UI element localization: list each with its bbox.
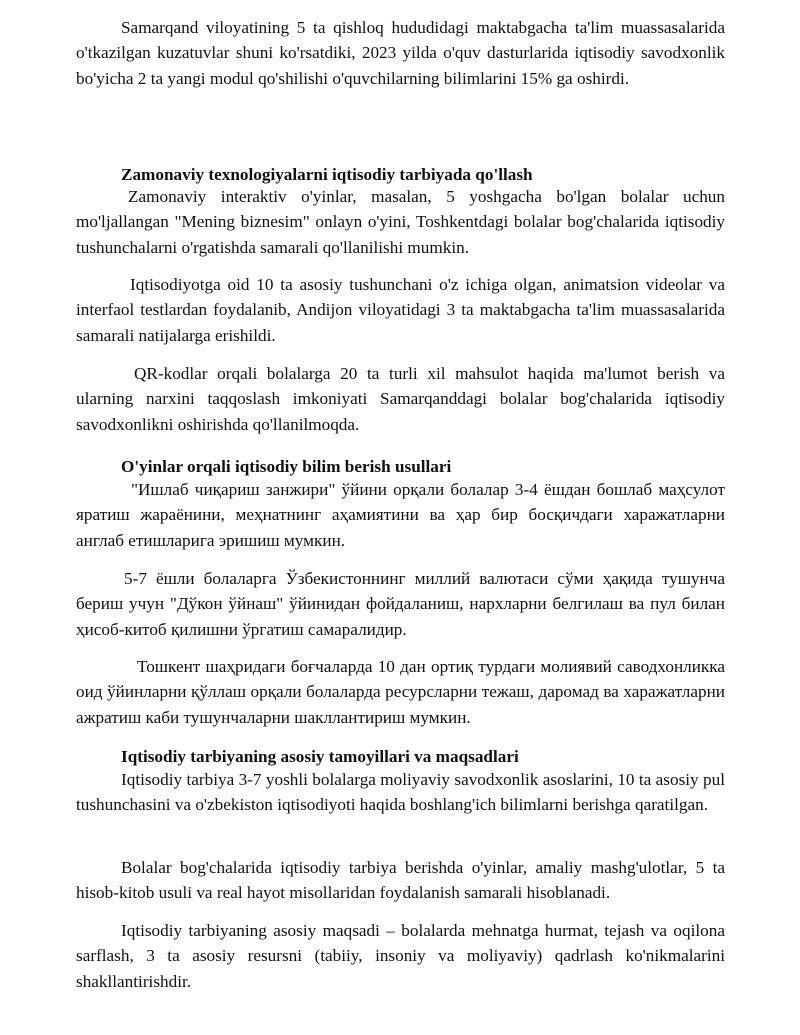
paragraph-production-chain: "Ишлаб чиқариш занжири" ўйини орқали болалар 3-4 ёшдан бошлаб маҳсулот яратиш жараёнини, меҳнатнинг аҳамиятини ва ҳар бир босқичдаги харажатларни англаб етишларига эришиш мумкин. [76, 480, 725, 550]
paragraph-shop-game: 5-7 ёшли болаларга Ўзбекистоннинг миллий валютаси сўми ҳақида тушунча бериш учун "Дўкон ўйнаш" ўйинидан фойдаланиш, нархларни белгилаш ва пул билан ҳисоб-китоб қилишни ўргатиш самаралидир. [76, 569, 725, 639]
section-heading-principles: Iqtisodiy tarbiyaning asosiy tamoyillari va maqsadlari [121, 747, 519, 766]
paragraph-animation-videos: Iqtisodiyotga oid 10 ta asosiy tushunchani o'z ichiga olgan, animatsion videolar va interfaol testlardan foydalanib, Andijon viloyatidagi 3 ta maktabgacha ta'lim muassasalarida samarali natijalarga erishildi. [76, 275, 725, 345]
section-heading-games: O'yinlar orqali iqtisodiy bilim berish usullari [121, 457, 452, 476]
paragraph-samarqand-modules: Samarqand viloyatining 5 ta qishloq hududidagi maktabgacha ta'lim muassasalarida o'tkazilgan kuzatuvlar shuni ko'rsatdiki, 2023 yilda o'quv dasturlarida iqtisodiy savodxonlik bo'yicha 2 ta yangi modul qo'shilishi o'quvchilarning bilimlarini 15% ga oshirdi. [76, 18, 725, 88]
paragraph-economic-education: Iqtisodiy tarbiya 3-7 yoshli bolalarga moliyaviy savodxonlik asoslarini, 10 ta asosiy pul tushunchasini va o'zbekiston iqtisodiyoti haqida boshlang'ich bilimlarni berishga qaratilgan. [76, 770, 725, 815]
paragraph-main-goal: Iqtisodiy tarbiyaning asosiy maqsadi – bolalarda mehnatga hurmat, tejash va oqilona sarflash, 3 ta asosiy resursni (tabiiy, insoniy va moliyaviy) qadrlash ko'nikmalarini shakllantirishdir. [76, 921, 725, 991]
paragraph-interactive-games: Zamonaviy interaktiv o'yinlar, masalan, 5 yoshgacha bo'lgan bolalar uchun mo'ljallangan "Mening biznesim" onlayn o'yini, Toshkentdagi bolalar bog'chalarida iqtisodiy tushunchalarni o'rgatishda samarali qo'llanilishi mumkin. [76, 187, 725, 257]
paragraph-methods: Bolalar bog'chalarida iqtisodiy tarbiya berishda o'yinlar, amaliy mashg'ulotlar, 5 ta hisob-kitob usuli va real hayot misollaridan foydalanish samarali hisoblanadi. [76, 858, 725, 903]
paragraph-qr-codes: QR-kodlar orqali bolalarga 20 ta turli xil mahsulot haqida ma'lumot berish va ularning narxini taqqoslash imkoniyati Samarqanddagi bolalar bog'chalarida iqtisodiy savodxonlikni oshirishda qo'llanilmoqda. [76, 364, 725, 434]
paragraph-tashkent-kindergartens: Тошкент шаҳридаги боғчаларда 10 дан ортиқ турдаги молиявий саводхонликка оид ўйинларни қўллаш орқали болаларда ресурсларни тежаш, даромад ва харажатларни ажратиш каби тушунчаларни шакллантириш мумкин. [76, 657, 725, 727]
section-heading-technologies: Zamonaviy texnologiyalarni iqtisodiy tarbiyada qo'llash [121, 165, 533, 184]
